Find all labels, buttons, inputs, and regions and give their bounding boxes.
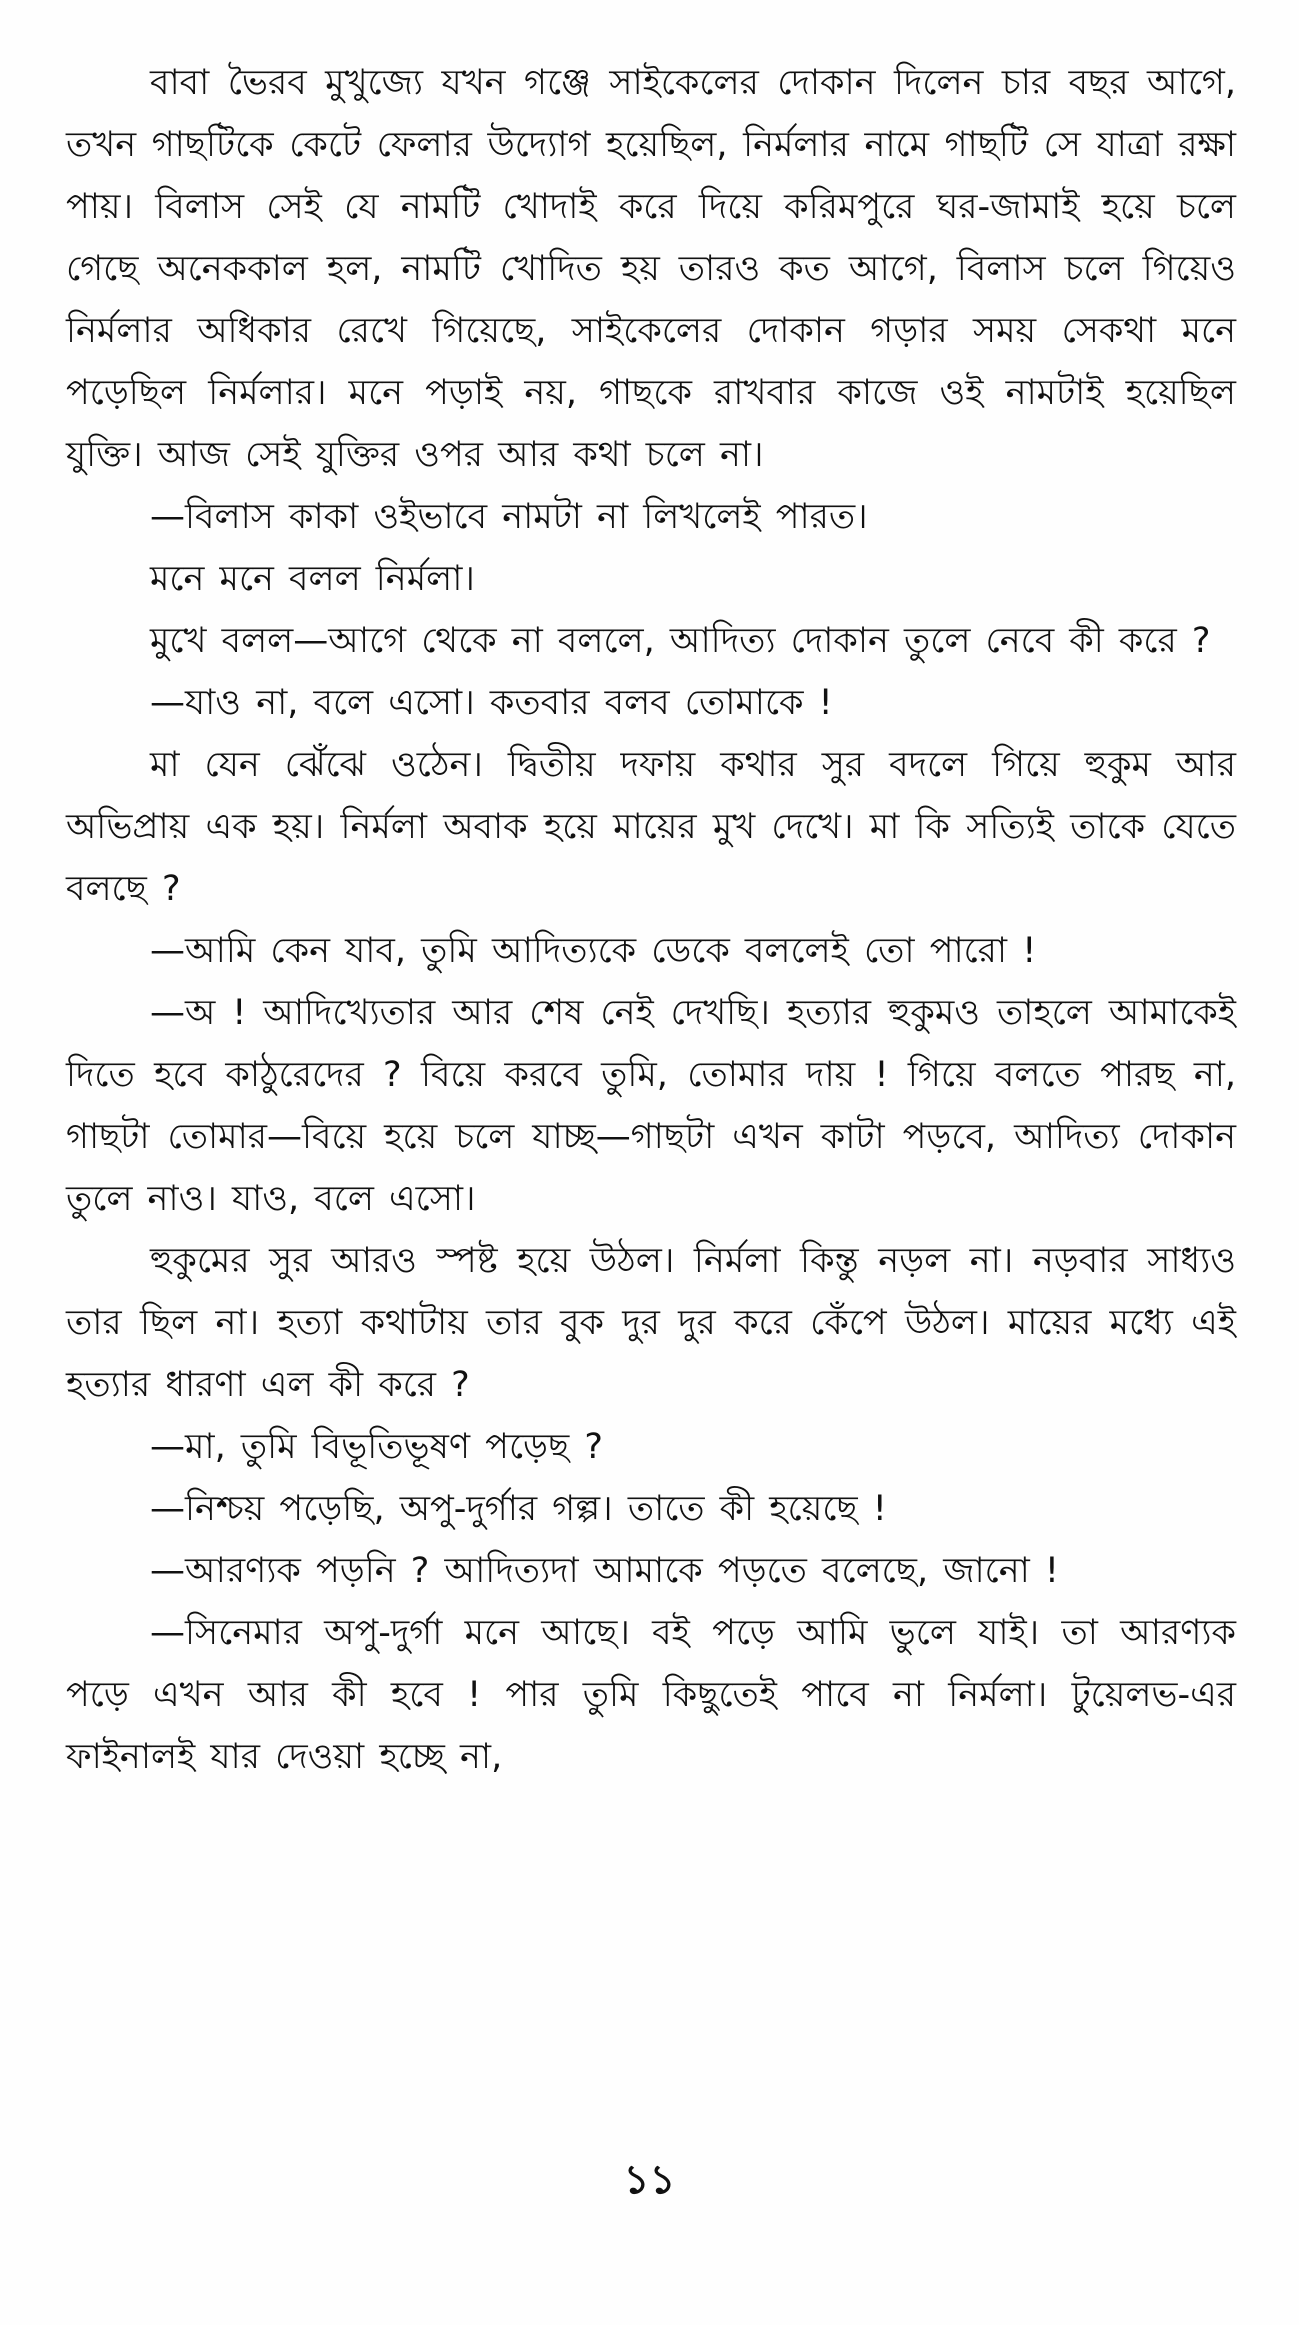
paragraph-13: —সিনেমার অপু-দুর্গা মনে আছে। বই পড়ে আমি ভুলে যাই। তা আরণ্যক পড়ে এখন আর কী হবে ! পার তুমি কিছুতেই পাবে না নির্মলা। টুয়েলভ-এর ফাইনালই যার দেওয়া হচ্ছে না,: [66, 1613, 1236, 1777]
page-number: ১১: [623, 2157, 676, 2203]
body-text: [66, 52, 1236, 1788]
paragraph-11: —নিশ্চয় পড়েছি, অপু-দুর্গার গল্প। তাতে কী হয়েছে !: [150, 1489, 887, 1529]
paragraph-12: —আরণ্যক পড়নি ? আদিত্যদা আমাকে পড়তে বলেছে, জানো !: [150, 1551, 1059, 1591]
paragraph-4: মুখে বলল—আগে থেকে না বললে, আদিত্য দোকান তুলে নেবে কী করে ?: [150, 621, 1211, 661]
paragraph-3: মনে মনে বলল নির্মলা।: [150, 559, 475, 599]
paragraph-5: —যাও না, বলে এসো। কতবার বলব তোমাকে !: [150, 683, 833, 723]
paragraph-9: হুকুমের সুর আরও স্পষ্ট হয়ে উঠল। নির্মলা কিন্তু নড়ল না। নড়বার সাধ্যও তার ছিল না। হত্যা কথাটায় তার বুক দুর দুর করে কেঁপে উঠল। মায়ের মধ্যে এই হত্যার ধারণা এল কী করে ?: [66, 1241, 1236, 1405]
paragraph-8: —অ ! আদিখ্যেতার আর শেষ নেই দেখছি। হত্যার হুকুমও তাহলে আমাকেই দিতে হবে কাঠুরেদের ? বিয়ে করবে তুমি, তোমার দায় ! গিয়ে বলতে পারছ না, গাছটা তোমার—বিয়ে হয়ে চলে যাচ্ছ—গাছটা এখন কাটা পড়বে, আদিত্য দোকান তুলে নাও। যাও, বলে এসো।: [66, 993, 1236, 1219]
paragraph-1: বাবা ভৈরব মুখুজ্যে যখন গঞ্জে সাইকেলের দোকান দিলেন চার বছর আগে, তখন গাছটিকে কেটে ফেলার উদ্যোগ হয়েছিল, নির্মলার নামে গাছটি সে যাত্রা রক্ষা পায়। বিলাস সেই যে নামটি খোদাই করে দিয়ে করিমপুরে ঘর-জামাই হয়ে চলে গেছে অনেককাল হল, নামটি খোদিত হয় তারও কত আগে, বিলাস চলে গিয়েও নির্মলার অধিকার রেখে গিয়েছে, সাইকেলের দোকান গড়ার সময় সেকথা মনে পড়েছিল নির্মলার। মনে পড়াই নয়, গাছকে রাখবার কাজে ওই নামটাই হয়েছিল যুক্তি। আজ সেই যুক্তির ওপর আর কথা চলে না।: [66, 63, 1236, 475]
paragraph-6: মা যেন ঝেঁঝে ওঠেন। দ্বিতীয় দফায় কথার সুর বদলে গিয়ে হুকুম আর অভিপ্রায় এক হয়। নির্মলা অবাক হয়ে মায়ের মুখ দেখে। মা কি সত্যিই তাকে যেতে বলছে ?: [66, 745, 1236, 909]
paragraph-10: —মা, তুমি বিভূতিভূষণ পড়েছ ?: [150, 1427, 603, 1467]
paragraph-2: —বিলাস কাকা ওইভাবে নামটা না লিখলেই পারত।: [150, 497, 868, 537]
paragraph-7: —আমি কেন যাব, তুমি আদিত্যকে ডেকে বললেই তো পারো !: [150, 931, 1037, 971]
